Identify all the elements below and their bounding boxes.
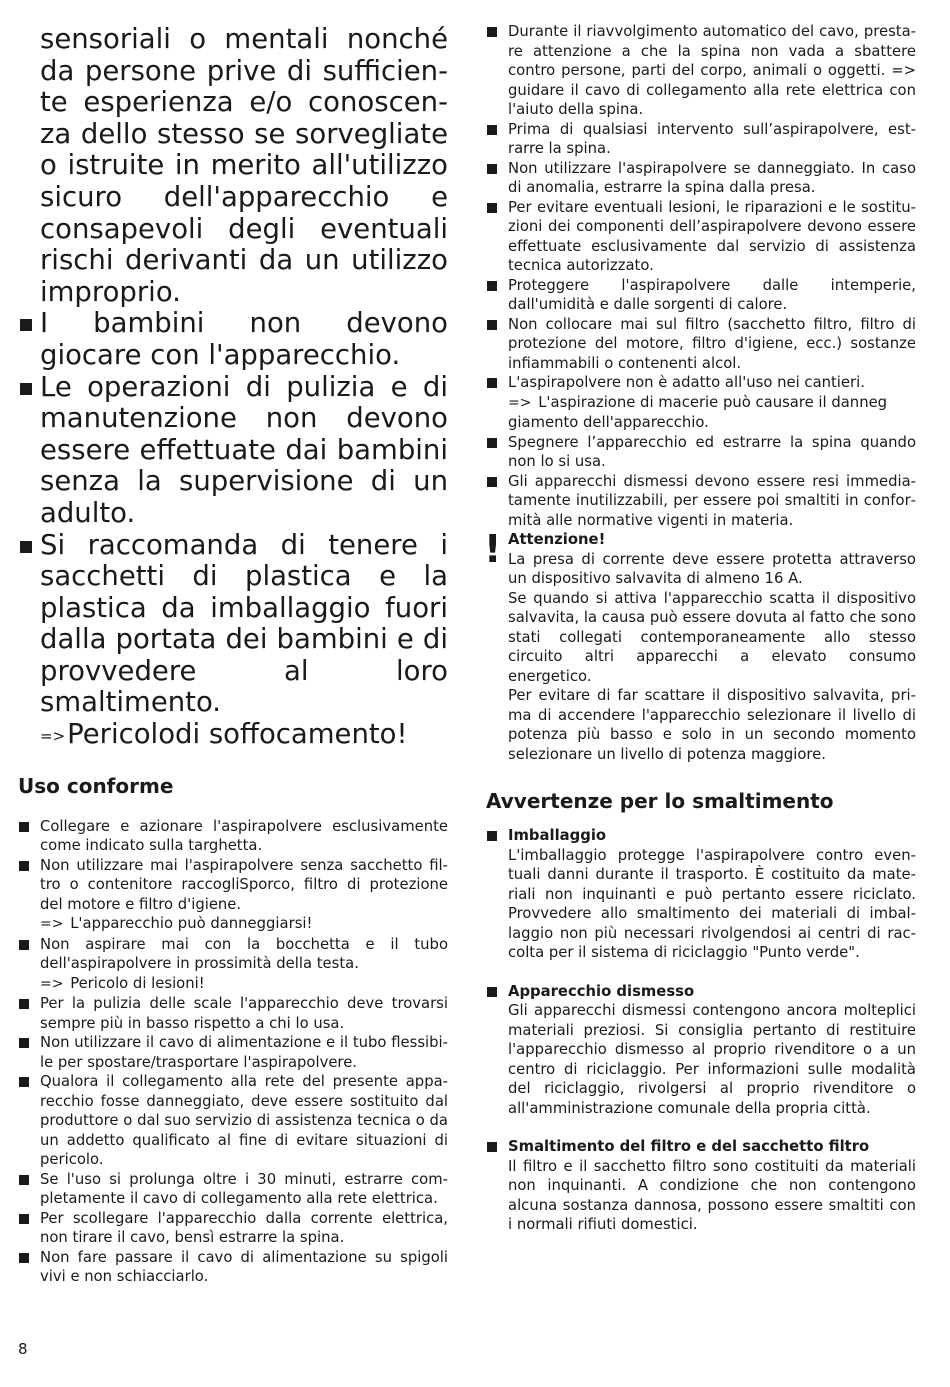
list-item: Per evitare eventuali lesioni, le riparazioni e le sostituzioni dei componenti dell’aspirapolvere devono essere effettuate esclusivamente dal servizio di assistenza tecnica autorizzato. [486,198,916,276]
bullet-square-icon [19,1253,29,1263]
bullet-square-icon [19,1214,29,1224]
list-item: Non collocare mai sul filtro (sacchetto filtro, filtro di protezione del motore, filtro d'igiene, ecc.) sostanze infiammabili o contenenti alcol. [486,315,916,374]
attention-paragraph: Se quando si attiva l'apparecchio scatta il dispositivo salvavita, la causa può essere dovuta al fatto che sono stati collegati contemporaneamente allo stesso circuito altri apparecchi a elevato consumo energetico. [508,589,916,685]
uso-conforme-list [18,817,448,1287]
list-item: L'aspirapolvere non è adatto all'uso nei cantieri. [486,373,916,393]
section-heading-smaltimento: Avvertenze per lo smaltimento [486,789,834,813]
list-item: Non fare passare il cavo di alimentazione su spigoli vivi e non schiacciarlo. [18,1248,448,1287]
arrow-marker: => [40,727,66,746]
bullet-item: I bambini non devono giocare con l'apparecchio. [18,308,448,371]
disposal-title: Apparecchio dismesso [508,982,695,1000]
bullet-square-icon [487,1142,497,1152]
list-item: Gli apparecchi dismessi devono essere resi immediatamente inutilizzabili, per essere poi smaltiti in conformità alle normative vigenti in materia. [486,472,916,531]
bullet-square-icon [19,940,29,950]
bullet-square-icon [487,281,497,291]
list-item: Spegnere l’apparecchio ed estrarre la spina quando non lo si usa. [486,433,916,472]
bullet-square-icon [19,822,29,832]
bullet-square-icon [487,164,497,174]
exclamation-icon: ! [484,527,502,571]
list-item: Qualora il collegamento alla rete del presente apparecchio fosse danneggiato, deve essere sostituito dal produttore o dal suo servizio di assistenza tecnica o da un addetto qualificato al fine di evitare situazioni di pericolo. [18,1072,448,1170]
bullet-square-icon [487,320,497,330]
bullet-item: Le operazioni di pulizia e di manutenzione non devono essere effettuate dai bambini senza la supervisione di un adulto. [18,372,448,530]
attention-paragraph: Per evitare di far scattare il dispositivo salvavita, prima di accendere l'apparecchio selezionare il livello di potenza più basso e solo in un secondo momento selezionare un livello di potenza maggiore. [508,687,916,763]
list-item: Non aspirare mai con la bocchetta e il tubo dell'aspirapolvere in prossimità della testa. [18,935,448,974]
list-item: Per scollegare l'apparecchio dalla corrente elettrica, non tirare il cavo, bensì estrarre la spina. [18,1209,448,1248]
left-column [18,24,448,1287]
child-safety-block [18,24,448,753]
bullet-square-icon [487,477,497,487]
bullet-square-icon [19,1077,29,1087]
bullet-square-icon [20,541,32,553]
disposal-section [486,982,916,1119]
bullet-square-icon [487,378,497,388]
bullet-square-icon [487,125,497,135]
disposal-text: L'imballaggio protegge l'aspirapolvere contro eventuali danni durante il trasporto. È costituito da materiali non inquinanti e può pertanto essere riciclato. Provvedere allo smaltimento dei materiali di imballaggio non più necessari rivolgendosi ai centri di raccolta per il sistema di riciclaggio "Punto verde". [508,846,916,961]
bullet-square-icon [19,861,29,871]
disposal-title: Imballaggio [508,827,607,844]
bullet-square-icon [487,203,497,213]
disposal-text: Gli apparecchi dismessi contengono ancora molteplici materiali preziosi. Si consiglia pertanto di restituire l'apparecchio dismesso al proprio rivenditore o a un centro di riciclaggio. Per informazioni sulle modalità del riciclaggio, rivolgersi al proprio rivenditore o all'amministrazione comunale della propria città. [508,1002,916,1117]
list-note: => Pericolo di lesioni! [40,974,205,992]
list-note: => L'apparecchio può danneggiarsi! [40,915,313,933]
list-item: Se l'uso si prolunga oltre i 30 minuti, estrarre completamente il cavo di collegamento alla rete elettrica. [18,1170,448,1209]
bullet-square-icon [20,383,32,395]
warning-note: =>Pericolodi soffocamento! [40,718,408,751]
bullet-square-icon [487,987,497,997]
disposal-section [486,826,916,963]
page-number: 8 [18,1340,28,1358]
bullet-square-icon [19,1175,29,1185]
bullet-square-icon [487,438,497,448]
bullet-square-icon [19,1038,29,1048]
bullet-square-icon [487,27,497,37]
list-item: Proteggere l'aspirapolvere dalle intemperie, dall'umidità e dalle sorgenti di calore. [486,276,916,315]
list-item: Non utilizzare il cavo di alimentazione e il tubo flessibile per spostare/trasportare l'aspirapolvere. [18,1033,448,1072]
list-item: Prima di qualsiasi intervento sull’aspirapolvere, estrarre la spina. [486,120,916,159]
disposal-section [486,1137,916,1235]
attention-title: Attenzione! [508,531,606,548]
list-item: Per la pulizia delle scale l'apparecchio deve trovarsi sempre più in basso rispetto a chi lo usa. [18,994,448,1033]
list-item: Non utilizzare mai l'aspirapolvere senza sacchetto filtro o contenitore raccogliSporco, filtro di protezione del motore e filtro d'igiene. [18,856,448,915]
disposal-text: Il filtro e il sacchetto filtro sono costituiti da materiali non inquinanti. A condizione che non contengono alcuna sostanza dannosa, possono essere smaltiti con i normali rifiuti domestici. [508,1157,916,1233]
attention-paragraph: La presa di corrente deve essere protetta attraverso un dispositivo salvavita di almeno 16 A. [508,550,916,587]
attention-block [484,527,916,764]
disposal-title: Smaltimento del filtro e del sacchetto filtro [508,1138,870,1155]
continuation-paragraph: sensoriali o mentali nonché da persone prive di sufficiente esperienza e/o conoscenza dello stesso se sorvegliate o istruite in merito all'utilizzo sicuro dell'apparecchio e consapevoli degli eventuali rischi derivanti da un utilizzo improprio. [40,23,448,308]
right-column [486,22,916,1235]
bullet-item: Si raccomanda di tenere i sacchetti di plastica e la plastica da imballaggio fuori dalla portata dei bambini e di provvedere al loro smaltimento. [18,530,448,720]
list-item: Non utilizzare l'aspirapolvere se danneggiato. In caso di anomalia, estrarre la spina dalla presa. [486,159,916,198]
list-item: Collegare e azionare l'aspirapolvere esclusivamente come indicato sulla targhetta. [18,817,448,856]
bullet-square-icon [487,831,497,841]
safety-list [486,22,916,1235]
bullet-square-icon [19,999,29,1009]
list-note: => L'aspirazione di macerie può causare il danneg giamento dell'apparecchio. [508,393,888,431]
list-item: Durante il riavvolgimento automatico del cavo, prestare attenzione a che la spina non vada a sbattere contro persone, parti del corpo, animali o oggetti. => guidare il cavo di collegamento alla rete elettrica con l'aiuto della spina. [486,22,916,120]
section-heading-uso-conforme: Uso conforme [18,773,174,798]
bullet-square-icon [20,319,32,331]
